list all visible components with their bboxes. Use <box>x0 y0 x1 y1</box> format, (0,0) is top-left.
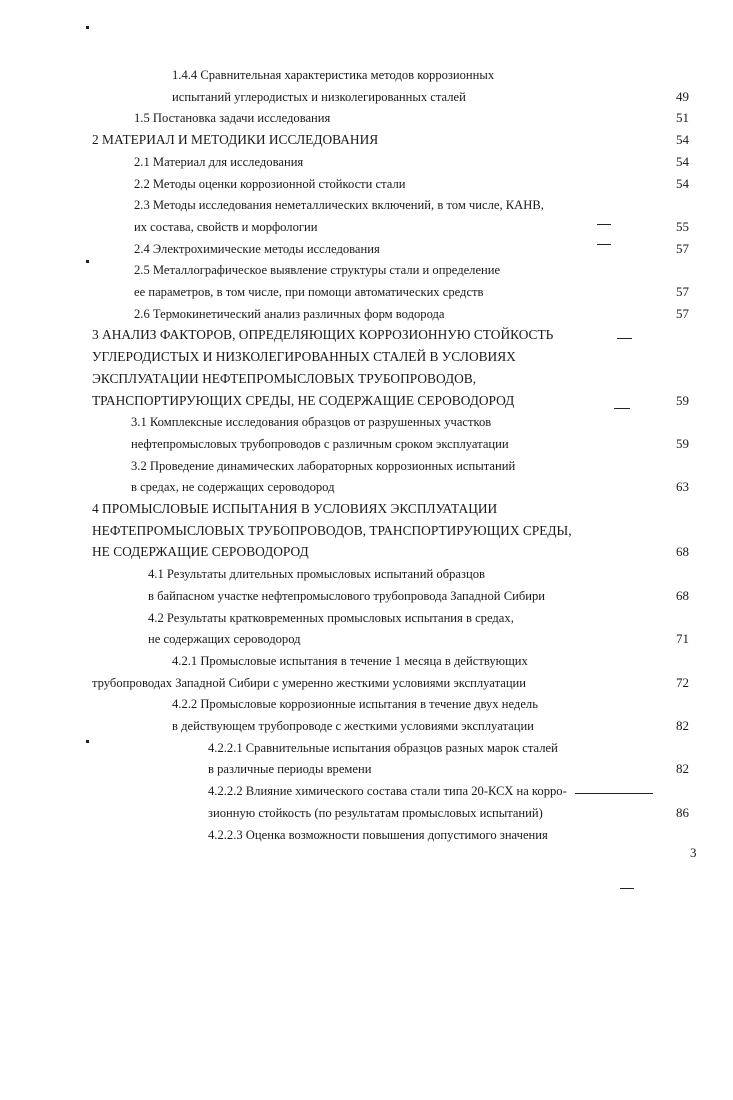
toc-line: 3.2 Проведение динамических лабораторных коррозионных испытаний <box>131 458 516 473</box>
toc-chapter-line: 4 ПРОМЫСЛОВЫЕ ИСПЫТАНИЯ В УСЛОВИЯХ ЭКСПЛУАТАЦИИ <box>92 501 498 516</box>
toc-page-number: 49 <box>676 88 689 104</box>
scan-speck <box>620 888 634 889</box>
toc-page-number: 82 <box>676 761 689 777</box>
scan-speck <box>86 260 89 263</box>
toc-line: 1.5 Постановка задачи исследования <box>134 111 331 126</box>
scan-speck <box>617 338 632 339</box>
toc-line: 4.2.2 Промысловые коррозионные испытания в течение двух недель <box>172 697 538 712</box>
toc-line: 1.4.4 Сравнительная характеристика методов коррозионных <box>172 68 495 82</box>
toc-line: 4.2.2.1 Сравнительные испытания образцов разных марок сталей <box>208 740 558 755</box>
toc-line: 4.2.1 Промысловые испытания в течение 1 месяца в действующих <box>172 653 528 668</box>
toc-page-number: 59 <box>676 435 689 451</box>
toc-line: 3.1 Комплексные исследования образцов от разрушенных участков <box>131 415 492 430</box>
scan-speck <box>86 26 89 29</box>
toc-page-number: 51 <box>676 110 689 126</box>
toc-line: 2.4 Электрохимические методы исследования <box>134 241 380 256</box>
toc-page-number: 68 <box>676 587 689 603</box>
toc-page-number: 68 <box>676 544 689 560</box>
toc-page-number: 54 <box>676 175 689 191</box>
toc-line: 2.5 Металлографическое выявление структуры стали и определение <box>134 263 501 278</box>
toc-line: в различные периоды времени <box>208 762 372 777</box>
toc-page-number: 63 <box>676 479 689 495</box>
toc-line: 2.1 Материал для исследования <box>134 154 304 169</box>
toc-page-number: 86 <box>676 804 689 820</box>
toc-chapter-line: 3 АНАЛИЗ ФАКТОРОВ, ОПРЕДЕЛЯЮЩИХ КОРРОЗИОННУЮ СТОЙКОСТЬ <box>92 327 554 343</box>
toc-page-number: 57 <box>676 240 689 256</box>
toc-page-number: 82 <box>676 718 689 733</box>
toc-line: в средах, не содержащих сероводород <box>131 480 335 495</box>
toc-line: 2.6 Термокинетический анализ различных форм водорода <box>134 306 445 321</box>
toc-page-number: 55 <box>676 218 689 234</box>
scan-speck <box>614 408 630 409</box>
scan-speck <box>597 244 611 245</box>
toc-line: не содержащих сероводород <box>148 632 301 647</box>
scan-speck <box>575 793 653 794</box>
toc-line: 4.2.2.3 Оценка возможности повышения допустимого значения <box>208 827 548 842</box>
toc-page-number: 59 <box>676 392 689 408</box>
toc-line: 2.2 Методы оценки коррозионной стойкости стали <box>134 176 406 191</box>
toc-line: в действующем трубопроводе с жесткими условиями эксплуатации <box>172 719 534 733</box>
toc-page-number: 54 <box>676 153 689 169</box>
toc-chapter-line: ЭКСПЛУАТАЦИИ НЕФТЕПРОМЫСЛОВЫХ ТРУБОПРОВОДОВ, <box>92 370 477 386</box>
toc-line: ее параметров, в том числе, при помощи автоматических средств <box>134 285 484 299</box>
toc-page-number: 72 <box>676 674 689 690</box>
toc-chapter-line: ТРАНСПОРТИРУЮЩИХ СРЕДЫ, НЕ СОДЕРЖАЩИЕ СЕРОВОДОРОД <box>92 392 515 408</box>
toc-line: трубопроводах Западной Сибири с умеренно жесткими условиями эксплуатации <box>92 675 527 690</box>
scan-speck <box>86 740 89 743</box>
page-number: 3 <box>690 845 697 860</box>
scan-speck <box>597 224 611 225</box>
toc-chapter-line: 2 МАТЕРИАЛ И МЕТОДИКИ ИССЛЕДОВАНИЯ <box>92 132 379 148</box>
toc-line: 4.2.2.2 Влияние химического состава стали типа 20-КСХ на корро- <box>208 784 567 799</box>
toc-chapter-line: НЕФТЕПРОМЫСЛОВЫХ ТРУБОПРОВОДОВ, ТРАНСПОРТИРУЮЩИХ СРЕДЫ, <box>92 522 572 538</box>
toc-page-number: 54 <box>676 132 689 148</box>
toc-page-number: 57 <box>676 284 689 299</box>
toc-line: зионную стойкость (по результатам промысловых испытаний) <box>208 805 543 820</box>
toc-chapter-line: НЕ СОДЕРЖАЩИЕ СЕРОВОДОРОД <box>92 544 309 560</box>
toc-line: нефтепромысловых трубопроводов с различным сроком эксплуатации <box>131 436 509 451</box>
toc-line: 2.3 Методы исследования неметаллических включений, в том числе, КАНВ, <box>134 198 544 213</box>
toc-line: 4.2 Результаты кратковременных промысловых испытания в средах, <box>148 610 514 625</box>
toc-page-number: 71 <box>676 631 689 647</box>
toc-line: испытаний углеродистых и низколегированных сталей <box>172 89 466 104</box>
toc-chapter-line: УГЛЕРОДИСТЫХ И НИЗКОЛЕГИРОВАННЫХ СТАЛЕЙ В УСЛОВИЯХ <box>92 349 516 365</box>
toc-line: в байпасном участке нефтепромыслового трубопровода Западной Сибири <box>148 588 546 603</box>
toc-line: их состава, свойств и морфологии <box>134 219 318 234</box>
toc-page-number: 57 <box>676 305 689 321</box>
toc-line: 4.1 Результаты длительных промысловых испытаний образцов <box>148 567 485 582</box>
